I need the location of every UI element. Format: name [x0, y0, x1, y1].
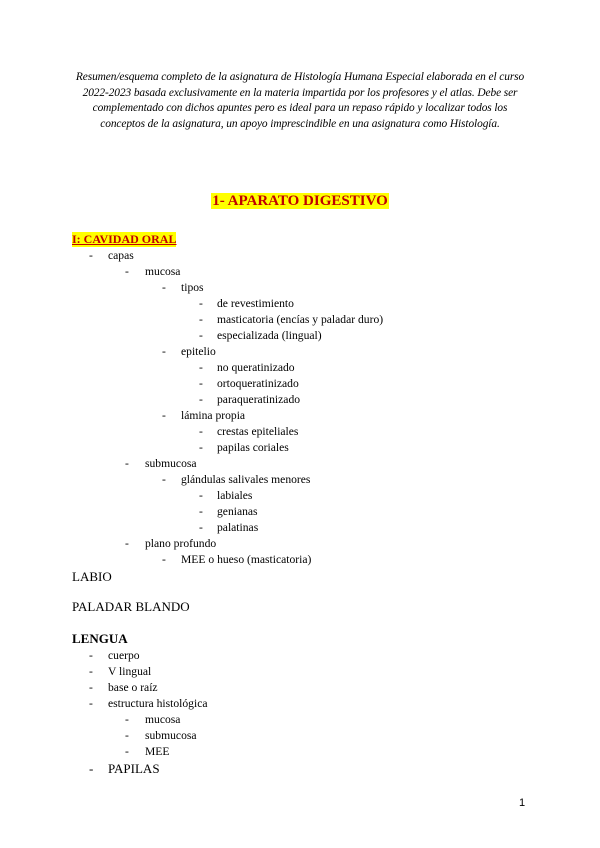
bullet-dash: -	[125, 729, 129, 742]
list-item-label: base o raíz	[108, 681, 158, 694]
list-item-label: epitelio	[181, 345, 216, 358]
list-item-label: papilas coriales	[217, 441, 289, 454]
list-item-label: ortoqueratinizado	[217, 377, 299, 390]
list-item-label: plano profundo	[145, 537, 217, 550]
list-item-label: submucosa	[145, 457, 197, 470]
list-item-label: V lingual	[108, 665, 152, 678]
bullet-dash: -	[199, 313, 203, 326]
list-item-label: estructura histológica	[108, 697, 208, 710]
list-item-label: palatinas	[217, 521, 259, 534]
lengua-heading: LENGUA	[72, 631, 128, 646]
bullet-dash: -	[199, 361, 203, 374]
bullet-dash: -	[199, 441, 203, 454]
bullet-dash: -	[89, 697, 93, 710]
bullet-dash: -	[199, 425, 203, 438]
list-item-label: cuerpo	[108, 649, 140, 662]
bullet-dash: -	[199, 393, 203, 406]
bullet-dash: -	[199, 329, 203, 342]
bullet-dash: -	[89, 649, 93, 662]
bullet-dash: -	[89, 249, 93, 262]
bullet-dash: -	[162, 409, 166, 422]
list-item-label: submucosa	[145, 729, 197, 742]
bullet-dash: -	[125, 713, 129, 726]
intro-paragraph: Resumen/esquema completo de la asignatura de Histología Humana Especial elaborada en el curso 2022-2023 basada exclusivamente en la materia impartida por los profesores y el atlas. Debe ser complementado con dichos apuntes pero es ideal para un repaso rápido y localizar todos los conceptos de la asignatura, un apoyo imprescindible en una asignatura como Histología.	[75, 71, 525, 130]
list-item-label: glándulas salivales menores	[181, 473, 311, 486]
bullet-dash: -	[199, 377, 203, 390]
bullet-dash: -	[89, 681, 93, 694]
list-item-label: tipos	[181, 281, 204, 294]
list-item-label: no queratinizado	[217, 361, 295, 374]
list-item-label: capas	[108, 249, 134, 262]
list-item-label: MEE o hueso (masticatoria)	[181, 553, 312, 566]
paladar-blando-heading: PALADAR BLANDO	[72, 599, 190, 614]
list-item-label: crestas epiteliales	[217, 425, 299, 438]
list-item-label: MEE	[145, 745, 170, 758]
bullet-dash: -	[89, 761, 94, 776]
list-item-label: paraqueratinizado	[217, 393, 301, 406]
section-title: I: CAVIDAD ORAL	[72, 232, 177, 246]
bullet-dash: -	[199, 505, 203, 518]
list-item-label: lámina propia	[181, 409, 246, 422]
bullet-dash: -	[125, 745, 129, 758]
bullet-dash: -	[199, 521, 203, 534]
labio-heading: LABIO	[72, 569, 112, 584]
chapter-heading	[0, 192, 600, 210]
bullet-dash: -	[199, 489, 203, 502]
list-item-label: masticatoria (encías y paladar duro)	[217, 313, 384, 326]
list-item-label: PAPILAS	[108, 761, 160, 776]
bullet-dash: -	[125, 457, 129, 470]
bullet-dash: -	[89, 665, 93, 678]
bullet-dash: -	[162, 281, 166, 294]
chapter-title: 1- APARATO DIGESTIVO	[212, 193, 388, 209]
list-item-label: mucosa	[145, 265, 181, 278]
bullet-dash: -	[162, 473, 166, 486]
bullet-dash: -	[199, 297, 203, 310]
bullet-dash: -	[125, 265, 129, 278]
list-item-label: de revestimiento	[217, 297, 294, 310]
page-number: 1	[519, 797, 526, 809]
bullet-dash: -	[162, 345, 166, 358]
bullet-dash: -	[162, 553, 166, 566]
list-item-label: labiales	[217, 489, 253, 502]
list-item-label: especializada (lingual)	[217, 329, 322, 342]
list-item-label: mucosa	[145, 713, 181, 726]
bullet-dash: -	[125, 537, 129, 550]
list-item-label: genianas	[217, 505, 258, 518]
